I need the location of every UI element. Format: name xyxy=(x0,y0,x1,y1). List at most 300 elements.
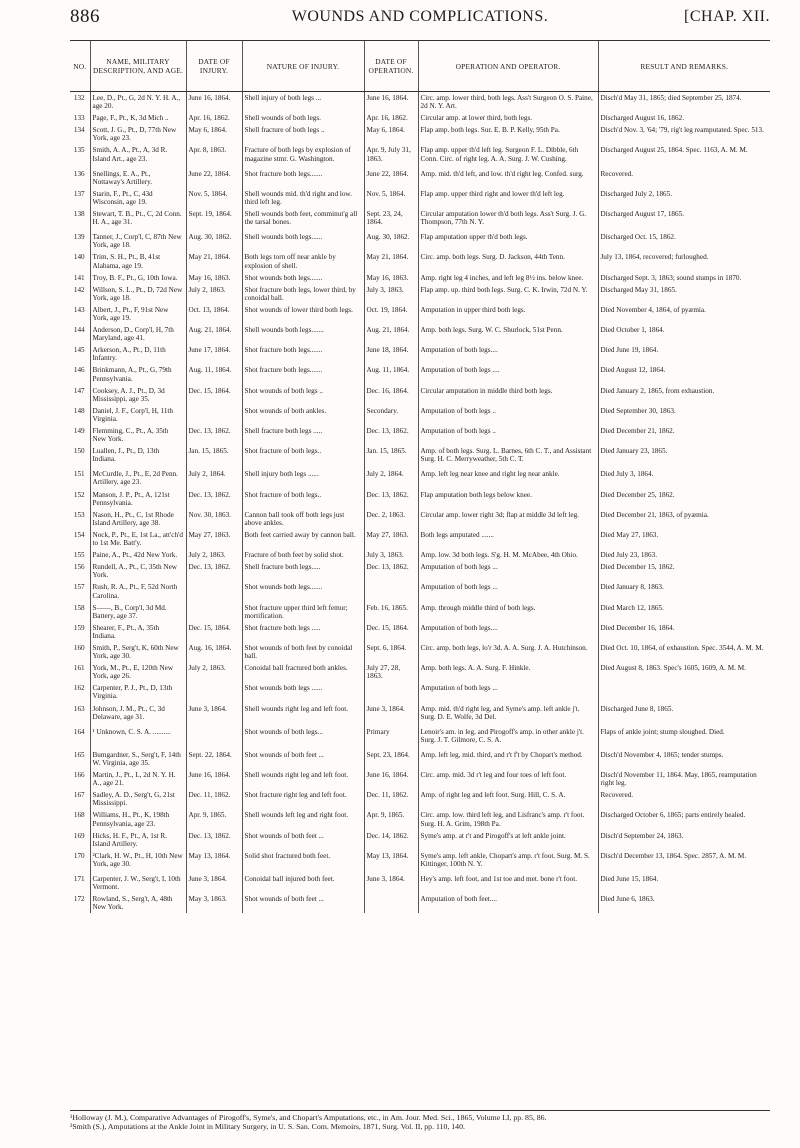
injury-date: May 13, 1864. xyxy=(186,850,242,870)
table-row xyxy=(70,284,770,304)
operation-detail: Syme's amp. at r't and Pirogoff's at left ankle joint. xyxy=(418,830,598,850)
case-number: 142 xyxy=(73,285,85,294)
injury-nature: Shot fracture both legs....... xyxy=(242,344,364,364)
injury-nature: Fracture of both legs by explosion of magazine stmr. G. Washington. xyxy=(242,144,364,164)
operation-date: June 16, 1864. xyxy=(364,92,418,113)
case-number: 151 xyxy=(73,470,85,479)
operation-detail: Amp. mid. th'd right leg, and Syme's amp. left ankle j't. Surg. D. E. Wolfe, 3d Del. xyxy=(418,703,598,723)
result: Disch'd September 24, 1863. xyxy=(598,830,770,850)
case-number: 140 xyxy=(73,253,85,262)
table-row xyxy=(70,168,770,188)
operation-date: Dec. 13, 1862. xyxy=(364,489,418,509)
operation-detail: Flap amp. upper th'd left leg. Surgeon F. L. Dibble, 6th Conn. Circ. of right leg. A. A. Surg. J. W. Cushing. xyxy=(418,144,598,164)
case-name: Daniel, J. F., Corp'l, H, 11th Virginia. xyxy=(90,405,186,425)
operation-detail: Both legs amputated ....... xyxy=(418,529,598,549)
case-number: 172 xyxy=(73,895,85,904)
operation-detail: Amp. of both legs. Surg. L. Barnes, 6th C. T., and Assistant Surg. H. C. Merryweather, 5th C. T. xyxy=(418,445,598,465)
case-number: 165 xyxy=(73,750,85,759)
case-name: Carpenter, J. W., Serg't, I, 10th Vermont. xyxy=(90,873,186,893)
injury-date: Aug. 21, 1864. xyxy=(186,324,242,344)
col-nature: NATURE OF INJURY. xyxy=(242,41,364,92)
table-row xyxy=(70,749,770,769)
injury-date: May 3, 1863. xyxy=(186,893,242,913)
injury-nature: Shot fracture upper third left femur; mortification. xyxy=(242,602,364,622)
operation-detail: Flap amputation both legs below knee. xyxy=(418,489,598,509)
case-name: Arkerson, A., Pt., D, 11th Infantry. xyxy=(90,344,186,364)
result: Recovered. xyxy=(598,168,770,188)
table-row xyxy=(70,112,770,124)
case-name: Rush, R. A., Pt., F, 52d North Carolina. xyxy=(90,581,186,601)
operation-date: Apr. 9, 1865. xyxy=(364,809,418,829)
injury-date: May 27, 1863. xyxy=(186,529,242,549)
injury-nature: Shell fracture of both legs .. xyxy=(242,124,364,144)
injury-nature: Shot fracture both legs ..... xyxy=(242,622,364,642)
table-row xyxy=(70,405,770,425)
injury-date xyxy=(186,602,242,622)
injury-nature: Shot wounds of both legs... xyxy=(242,726,364,746)
operation-date: May 27, 1863. xyxy=(364,529,418,549)
operation-detail: Amp. mid. th'd left, and low. th'd right leg. Confed. surg. xyxy=(418,168,598,188)
injury-date: June 16, 1864. xyxy=(186,92,242,113)
footnote-2: ²Smith (S.), Amputations at the Ankle Joint in Military Surgery, in U. S. San. Com. Memoirs, 1871, Surg. Vol. II, pp. 110, 140. xyxy=(70,1122,465,1132)
case-number: 166 xyxy=(73,771,85,780)
running-head xyxy=(70,6,770,30)
case-name: Manson, J. P., Pt., A, 121st Pennsylvania. xyxy=(90,489,186,509)
result: Disch'd November 11, 1864. May, 1865, reamputation right leg. xyxy=(598,769,770,789)
operation-detail: Circular amputation lower th'd both legs. Ass't Surg. J. G. Thompson, 77th N. Y. xyxy=(418,208,598,228)
injury-date: June 22, 1864. xyxy=(186,168,242,188)
operation-date: Feb. 16, 1865. xyxy=(364,602,418,622)
case-name: Anderson, D., Corp'l, H, 7th Maryland, age 41. xyxy=(90,324,186,344)
case-name: Bumgardner, S., Serg't, F, 14th W. Virginia, age 35. xyxy=(90,749,186,769)
operation-detail: Amp. left leg near knee and right leg near ankle. xyxy=(418,468,598,488)
operation-detail: Amputation of both legs ... xyxy=(418,682,598,702)
injury-date xyxy=(186,726,242,746)
case-name: Smith, P., Serg't, K, 60th New York, age 30. xyxy=(90,642,186,662)
injury-date: Aug. 30, 1862. xyxy=(186,231,242,251)
case-name: ¹ Unknown, C. S. A. .......... xyxy=(90,726,186,746)
cases-table xyxy=(70,40,770,913)
case-number: 170 xyxy=(73,851,85,860)
injury-date: Nov. 30, 1863. xyxy=(186,509,242,529)
table-row xyxy=(70,364,770,384)
injury-date: Dec. 15, 1864. xyxy=(186,622,242,642)
injury-nature: Shot wounds of both ankles. xyxy=(242,405,364,425)
case-number: 168 xyxy=(73,811,85,820)
table-row xyxy=(70,830,770,850)
case-name: Paine, A., Pt., 42d New York. xyxy=(90,549,186,561)
operation-date: July 3, 1863. xyxy=(364,284,418,304)
injury-date: Dec. 13, 1862. xyxy=(186,425,242,445)
col-result: RESULT AND REMARKS. xyxy=(598,41,770,92)
injury-nature: Shell fracture both legs..... xyxy=(242,561,364,581)
table-row xyxy=(70,445,770,465)
case-name: Hicks, H. F., Pt., A, 1st R. Island Artillery. xyxy=(90,830,186,850)
table-row xyxy=(70,272,770,284)
col-name: NAME, MILITARY DESCRIPTION, AND AGE. xyxy=(90,41,186,92)
table-row xyxy=(70,468,770,488)
operation-detail: Flap amp. both legs. Sur. E. B. P. Kelly, 95th Pa. xyxy=(418,124,598,144)
table-row xyxy=(70,251,770,271)
result: Died June 19, 1864. xyxy=(598,344,770,364)
injury-nature: Shot wounds of both feet ... xyxy=(242,830,364,850)
table-row xyxy=(70,682,770,702)
case-name: Lee, D., Pt., G, 2d N. Y. H. A., age 20. xyxy=(90,92,186,113)
case-name: Smith, A. A., Pt., A, 3d R. Island Art., age 23. xyxy=(90,144,186,164)
case-number: 152 xyxy=(73,490,85,499)
injury-nature: Shell injury of both legs ... xyxy=(242,92,364,113)
table-row xyxy=(70,509,770,529)
injury-nature: Both legs torn off near ankle by explosion of shell. xyxy=(242,251,364,271)
operation-date: Dec. 14, 1862. xyxy=(364,830,418,850)
injury-nature: Shot fracture right leg and left foot. xyxy=(242,789,364,809)
operation-detail: Flap amp. up. third both legs. Surg. C. K. Irwin, 72d N. Y. xyxy=(418,284,598,304)
operation-date: May 13, 1864. xyxy=(364,850,418,870)
operation-date: Sept. 6, 1864. xyxy=(364,642,418,662)
operation-detail: Amputation of both feet.... xyxy=(418,893,598,913)
operation-detail: Amputation of both legs.... xyxy=(418,344,598,364)
table-row xyxy=(70,529,770,549)
injury-date: May 16, 1863. xyxy=(186,272,242,284)
injury-nature: Conoidal ball injured both feet. xyxy=(242,873,364,893)
result: Died July 3, 1864. xyxy=(598,468,770,488)
injury-date: May 6, 1864. xyxy=(186,124,242,144)
operation-detail: Amp. both legs. A. A. Surg. F. Hinkle. xyxy=(418,662,598,682)
operation-detail: Amp. both legs. Surg. W. C. Shurlock, 51st Penn. xyxy=(418,324,598,344)
operation-detail: Flap amp. upper third right and lower th'd left leg. xyxy=(418,188,598,208)
case-number: 150 xyxy=(73,447,85,456)
col-operation: OPERATION AND OPERATOR. xyxy=(418,41,598,92)
case-number: 143 xyxy=(73,305,85,314)
case-number: 167 xyxy=(73,791,85,800)
case-name: Cooksey, A. J., Pt., D, 3d Mississippi, age 35. xyxy=(90,385,186,405)
table-row xyxy=(70,324,770,344)
operation-date: Nov. 5, 1864. xyxy=(364,188,418,208)
operation-date: Aug. 30, 1862. xyxy=(364,231,418,251)
case-number: 135 xyxy=(73,146,85,155)
injury-nature: Shell wounds right leg and left foot. xyxy=(242,769,364,789)
injury-nature: Shot fracture both legs....... xyxy=(242,364,364,384)
injury-nature: Shot wounds both legs ...... xyxy=(242,682,364,702)
case-number: 136 xyxy=(73,169,85,178)
operation-detail: Circ. amp. lower third, both legs. Ass't Surgeon O. S. Paine, 2d N. Y. Art. xyxy=(418,92,598,113)
result: Discharged Sept. 3, 1863; sound stumps in 1870. xyxy=(598,272,770,284)
injury-date: May 21, 1864. xyxy=(186,251,242,271)
operation-date: Aug. 21, 1864. xyxy=(364,324,418,344)
case-name: Troy, B. F., Pt., G, 10th Iowa. xyxy=(90,272,186,284)
result: Flaps of ankle joint; stump sloughed. Died. xyxy=(598,726,770,746)
result: Discharged May 31, 1865. xyxy=(598,284,770,304)
result: Died September 30, 1863. xyxy=(598,405,770,425)
operation-detail: Amputation of both legs .... xyxy=(418,364,598,384)
case-number: 169 xyxy=(73,831,85,840)
result: Died March 12, 1865. xyxy=(598,602,770,622)
case-number: 137 xyxy=(73,189,85,198)
injury-date: Dec. 13, 1862. xyxy=(186,489,242,509)
injury-date: Nov. 5, 1864. xyxy=(186,188,242,208)
injury-date: Dec. 13, 1862. xyxy=(186,561,242,581)
result: Died December 15, 1862. xyxy=(598,561,770,581)
operation-date: Apr. 16, 1862. xyxy=(364,112,418,124)
case-name: Scott, J. G., Pt., D, 77th New York, age 23. xyxy=(90,124,186,144)
operation-detail: Amp. left leg, mid. third, and r't f't by Chopart's method. xyxy=(418,749,598,769)
table-body xyxy=(70,92,770,914)
result: Disch'd December 13, 1864. Spec. 2857, A. M. M. xyxy=(598,850,770,870)
case-name: Luallen, J., Pt., D, 13th Indiana. xyxy=(90,445,186,465)
operation-date: Sept. 23, 1864. xyxy=(364,749,418,769)
table-row xyxy=(70,208,770,228)
case-number: 149 xyxy=(73,427,85,435)
case-number: 155 xyxy=(73,551,85,560)
table-row xyxy=(70,581,770,601)
result: Died December 25, 1862. xyxy=(598,489,770,509)
result: Died August 8, 1863. Spec's 1605, 1609, A. M. M. xyxy=(598,662,770,682)
case-name: Johnson, J. M., Pt., C, 3d Delaware, age 31. xyxy=(90,703,186,723)
injury-nature: Shot fracture of both legs.. xyxy=(242,489,364,509)
case-number: 148 xyxy=(73,406,85,415)
case-name: Starin, F., Pt., C, 43d Wisconsin, age 19. xyxy=(90,188,186,208)
injury-nature: Shot wounds of both legs .. xyxy=(242,385,364,405)
injury-nature: Shell wounds mid. th'd right and low. third left leg. xyxy=(242,188,364,208)
operation-date xyxy=(364,682,418,702)
case-name: Shearer, F., Pt., A, 35th Indiana. xyxy=(90,622,186,642)
injury-nature: Shot wounds of both feet by conoidal ball. xyxy=(242,642,364,662)
operation-date: Primary xyxy=(364,726,418,746)
case-number: 134 xyxy=(73,126,85,135)
injury-date: July 2, 1864. xyxy=(186,468,242,488)
operation-date: Dec. 13, 1862. xyxy=(364,425,418,445)
injury-date: Dec. 11, 1862. xyxy=(186,789,242,809)
operation-detail: Circ. amp. low. third left leg, and Lisfranc's amp. r't foot. Surg. H. A. Grim, 198th Pa. xyxy=(418,809,598,829)
operation-detail: Circ. amp. mid. 3d r't leg and four toes of left foot. xyxy=(418,769,598,789)
case-name: Rowland, S., Serg't, A, 48th New York. xyxy=(90,893,186,913)
table-row xyxy=(70,231,770,251)
case-number: 154 xyxy=(73,530,85,539)
footnotes xyxy=(70,1110,770,1132)
case-number: 160 xyxy=(73,643,85,652)
operation-date xyxy=(364,893,418,913)
table-row xyxy=(70,726,770,746)
result: July 13, 1864, recovered; furloughed. xyxy=(598,251,770,271)
operation-date: May 6, 1864. xyxy=(364,124,418,144)
result xyxy=(598,682,770,702)
injury-nature: Shell fracture both legs ..... xyxy=(242,425,364,445)
injury-date: Oct. 13, 1864. xyxy=(186,304,242,324)
table-row xyxy=(70,92,770,113)
table-row xyxy=(70,622,770,642)
injury-nature: Conoidal ball fractured both ankles. xyxy=(242,662,364,682)
case-number: 157 xyxy=(73,583,85,592)
case-name: Sadley, A. D., Serg't, G, 21st Mississippi. xyxy=(90,789,186,809)
table-row xyxy=(70,561,770,581)
result: Died August 12, 1864. xyxy=(598,364,770,384)
operation-date: Dec. 16, 1864. xyxy=(364,385,418,405)
injury-date xyxy=(186,581,242,601)
operation-detail: Circular amputation in middle third both legs. xyxy=(418,385,598,405)
result: Died Oct. 10, 1864, of exhaustion. Spec. 3544, A. M. M. xyxy=(598,642,770,662)
page-title: WOUNDS AND COMPLICATIONS. xyxy=(291,8,549,25)
operation-date: Dec. 15, 1864. xyxy=(364,622,418,642)
operation-date: June 3, 1864. xyxy=(364,873,418,893)
col-date-operation: DATE OF OPERATION. xyxy=(364,41,418,92)
injury-nature: Solid shot fractured both feet. xyxy=(242,850,364,870)
case-name: Stewart, T. B., Pt., C, 2d Conn. H. A., age 31. xyxy=(90,208,186,228)
case-number: 141 xyxy=(73,273,85,282)
case-number: 163 xyxy=(73,704,85,713)
injury-nature: Shot wounds both legs....... xyxy=(242,272,364,284)
case-name: Nason, H., Pt., C, 1st Rhode Island Artillery, age 38. xyxy=(90,509,186,529)
footnote-1: ¹Holloway (J. M.), Comparative Advantages of Pirogoff's, Syme's, and Chopart's Amputations, etc., in Am. Jour. Med. Sci., 1865, Volume LI, pp. 85, 86. xyxy=(70,1113,547,1122)
result: Died December 21, 1863, of pyæmia. xyxy=(598,509,770,529)
injury-date: Jan. 15, 1865. xyxy=(186,445,242,465)
injury-date: Apr. 16, 1862. xyxy=(186,112,242,124)
result: Discharged August 16, 1862. xyxy=(598,112,770,124)
operation-date: May 16, 1863. xyxy=(364,272,418,284)
table-row xyxy=(70,188,770,208)
operation-detail: Amputation of both legs .. xyxy=(418,425,598,445)
operation-detail: Circular amp. at lower third, both legs. xyxy=(418,112,598,124)
case-number: 164 xyxy=(73,727,85,736)
case-number: 158 xyxy=(73,603,85,612)
operation-date: Dec. 2, 1863. xyxy=(364,509,418,529)
table-header xyxy=(70,41,770,92)
injury-nature: Shell injury both legs ...... xyxy=(242,468,364,488)
result: Died November 4, 1864, of pyæmia. xyxy=(598,304,770,324)
table-row xyxy=(70,489,770,509)
operation-detail: Amputation in upper third both legs. xyxy=(418,304,598,324)
injury-date: Sept. 19, 1864. xyxy=(186,208,242,228)
result: Died December 16, 1864. xyxy=(598,622,770,642)
result: Died July 23, 1863. xyxy=(598,549,770,561)
table-row xyxy=(70,425,770,445)
injury-date: Apr. 9, 1865. xyxy=(186,809,242,829)
table-row xyxy=(70,304,770,324)
case-number: 171 xyxy=(73,875,85,884)
table-row xyxy=(70,850,770,870)
case-name: York, M., Pt., E, 120th New York, age 26. xyxy=(90,662,186,682)
operation-date: Dec. 11, 1862. xyxy=(364,789,418,809)
injury-date: Sept. 22, 1864. xyxy=(186,749,242,769)
table-row xyxy=(70,789,770,809)
case-name: Carpenter, P. J., Pt., D, 13th Virginia. xyxy=(90,682,186,702)
injury-date: Aug. 11, 1864. xyxy=(186,364,242,384)
operation-detail: Amp. right leg 4 inches, and left leg 8½ ins. below knee. xyxy=(418,272,598,284)
injury-date: Dec. 13, 1862. xyxy=(186,830,242,850)
operation-detail: Amputation of both legs .. xyxy=(418,405,598,425)
result: Died June 6, 1863. xyxy=(598,893,770,913)
case-name: Martin, J., Pt., L, 2d N. Y. H. A., age 21. xyxy=(90,769,186,789)
operation-detail: Amp. of right leg and left foot. Surg. Hill, C. S. A. xyxy=(418,789,598,809)
injury-nature: Shell wounds of both legs. xyxy=(242,112,364,124)
case-name: Williams, H., Pt., K, 198th Pennsylvania, age 23. xyxy=(90,809,186,829)
operation-date: Aug. 11, 1864. xyxy=(364,364,418,384)
operation-date: Sept. 23, 24, 1864. xyxy=(364,208,418,228)
operation-date: June 18, 1864. xyxy=(364,344,418,364)
injury-date xyxy=(186,682,242,702)
operation-date: July 3, 1863. xyxy=(364,549,418,561)
case-number: 156 xyxy=(73,563,85,572)
injury-nature: Shell wounds right leg and left foot. xyxy=(242,703,364,723)
case-number: 132 xyxy=(73,94,85,102)
injury-date: July 2, 1863. xyxy=(186,549,242,561)
col-no: NO. xyxy=(70,41,90,92)
injury-date: June 16, 1864. xyxy=(186,769,242,789)
result: Disch'd Nov. 3, '64; '79, rig't leg reamputated. Spec. 513. xyxy=(598,124,770,144)
table-row xyxy=(70,642,770,662)
injury-date: June 3, 1864. xyxy=(186,703,242,723)
table-row xyxy=(70,385,770,405)
case-number: 161 xyxy=(73,664,85,673)
case-number: 146 xyxy=(73,366,85,375)
result: Died October 1, 1864. xyxy=(598,324,770,344)
injury-nature: Shell wounds both legs...... xyxy=(242,231,364,251)
operation-detail: Flap amputation upper th'd both legs. xyxy=(418,231,598,251)
case-name: Rundell, A., Pt., C, 35th New York. xyxy=(90,561,186,581)
injury-nature: Shot wounds of both feet ... xyxy=(242,749,364,769)
table-row xyxy=(70,662,770,682)
operation-date: May 21, 1864. xyxy=(364,251,418,271)
injury-date: July 2, 1863. xyxy=(186,284,242,304)
result: Discharged August 17, 1865. xyxy=(598,208,770,228)
operation-date: Jan. 15, 1865. xyxy=(364,445,418,465)
case-number: 138 xyxy=(73,210,85,219)
case-name: Brinkmann, A., Pt., G, 79th Pennsylvania. xyxy=(90,364,186,384)
result: Died January 23, 1865. xyxy=(598,445,770,465)
operation-detail: Lenoir's am. in leg, and Pirogoff's amp. in other ankle j't. Surg. J. T. Gilmore, C. S. A. xyxy=(418,726,598,746)
result: Discharged October 6, 1865; parts entirely healed. xyxy=(598,809,770,829)
injury-nature: Fracture of both feet by solid shot. xyxy=(242,549,364,561)
injury-date: June 17, 1864. xyxy=(186,344,242,364)
operation-detail: Syme's amp. left ankle, Chopart's amp. r't foot. Surg. M. S. Kittinger, 100th N. Y. xyxy=(418,850,598,870)
injury-nature: Both feet carried away by cannon ball. xyxy=(242,529,364,549)
operation-detail: Circular amp. lower right 3d; flap at middle 3d left leg. xyxy=(418,509,598,529)
injury-date: Dec. 15, 1864. xyxy=(186,385,242,405)
injury-nature: Shell wounds both feet, comminut'g all the tarsal bones. xyxy=(242,208,364,228)
operation-detail: Circ. amp. both legs. Surg. D. Jackson, 44th Tenn. xyxy=(418,251,598,271)
injury-date: Apr. 8, 1863. xyxy=(186,144,242,164)
injury-date xyxy=(186,405,242,425)
injury-nature: Shell wounds both legs....... xyxy=(242,324,364,344)
result: Discharged July 2, 1865. xyxy=(598,188,770,208)
case-name: ²Clark, H. W., Pt., H, 10th New York, age 30. xyxy=(90,850,186,870)
case-number: 159 xyxy=(73,623,85,632)
operation-detail: Circ. amp. both legs, lo'r 3d. A. A. Surg. J. A. Hutchinson. xyxy=(418,642,598,662)
operation-detail: Amp. through middle third of both legs. xyxy=(418,602,598,622)
operation-detail: Amp. low. 3d both legs. S'g. H. M. McAbee, 4th Ohio. xyxy=(418,549,598,561)
table-row xyxy=(70,873,770,893)
case-number: 139 xyxy=(73,233,85,242)
case-name: Tanner, J., Corp'l, C, 87th New York, age 18. xyxy=(90,231,186,251)
injury-date: July 2, 1863. xyxy=(186,662,242,682)
case-number: 144 xyxy=(73,326,85,335)
operation-detail: Amputation of both legs ... xyxy=(418,581,598,601)
operation-detail: Hey's amp. left foot, and 1st toe and met. bone r't foot. xyxy=(418,873,598,893)
injury-nature: Shot wounds of lower third both legs. xyxy=(242,304,364,324)
case-number: 133 xyxy=(73,114,85,123)
injury-nature: Shot fracture both legs, lower third, by conoidal ball. xyxy=(242,284,364,304)
result: Disch'd November 4, 1865; tender stumps. xyxy=(598,749,770,769)
col-date-injury: DATE OF INJURY. xyxy=(186,41,242,92)
result: Discharged August 25, 1864. Spec. 1163, A. M. M. xyxy=(598,144,770,164)
case-name: Flemming, C., Pt., A, 35th New York. xyxy=(90,425,186,445)
operation-date: June 3, 1864. xyxy=(364,703,418,723)
operation-date: June 16, 1864. xyxy=(364,769,418,789)
table-row xyxy=(70,769,770,789)
operation-date: July 27, 28, 1863. xyxy=(364,662,418,682)
result: Discharged June 8, 1865. xyxy=(598,703,770,723)
result: Died January 2, 1865, from exhaustion. xyxy=(598,385,770,405)
operation-date: Apr. 9, July 31, 1863. xyxy=(364,144,418,164)
